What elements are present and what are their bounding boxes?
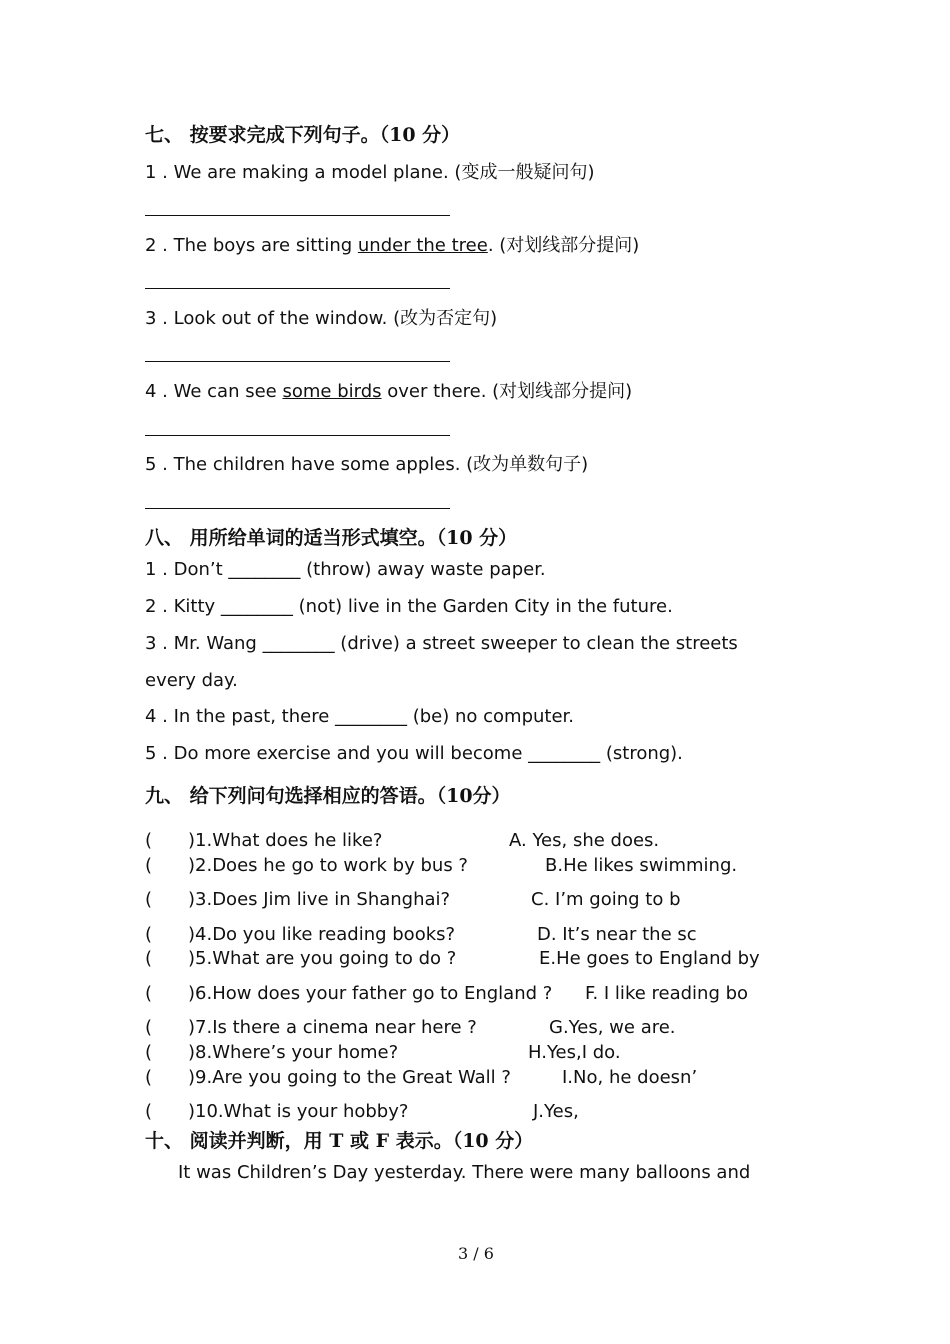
answer-line-2[interactable] bbox=[145, 288, 450, 289]
match-question: )7.Is there a cinema near here ? bbox=[188, 1017, 477, 1038]
match-answer: C. I’m going to b bbox=[531, 889, 681, 910]
item-instruction: . (对划线部分提问) bbox=[487, 235, 640, 256]
match-answer: B.He likes swimming. bbox=[545, 855, 738, 876]
match-answer: G.Yes, we are. bbox=[549, 1017, 676, 1038]
section7-item-1 bbox=[145, 158, 594, 184]
section7-heading: 七、 按要求完成下列句子。（10 分） bbox=[145, 124, 461, 146]
match-question: )3.Does Jim live in Shanghai? bbox=[188, 889, 451, 910]
section7-item-3 bbox=[145, 304, 497, 330]
reading-paragraph: It was Children’s Day yesterday. There were many balloons and bbox=[178, 1162, 751, 1183]
match-paren[interactable]: ( bbox=[145, 855, 153, 876]
section8-heading: 八、 用所给单词的适当形式填空。（10 分） bbox=[145, 527, 518, 549]
match-paren[interactable]: ( bbox=[145, 924, 153, 945]
underlined-phrase: some birds bbox=[282, 381, 382, 402]
section8-line-1: 1 . Don’t ________ (throw) away waste paper. bbox=[145, 559, 546, 580]
match-question: )6.How does your father go to England ? bbox=[188, 983, 553, 1004]
match-paren[interactable]: ( bbox=[145, 983, 153, 1004]
match-answer: F. I like reading bo bbox=[585, 983, 749, 1004]
match-paren[interactable]: ( bbox=[145, 1042, 153, 1063]
match-answer: H.Yes,I do. bbox=[528, 1042, 621, 1063]
section8-line-3: 3 . Mr. Wang ________ (drive) a street sweeper to clean the streets bbox=[145, 633, 738, 654]
section8-line-2: 2 . Kitty ________ (not) live in the Garden City in the future. bbox=[145, 596, 673, 617]
match-paren[interactable]: ( bbox=[145, 1101, 153, 1122]
section10-heading: 十、 阅读并判断，用 T 或 F 表示。（10 分） bbox=[145, 1130, 534, 1152]
section7-item-2 bbox=[145, 231, 639, 257]
item-text: 4 . We can see bbox=[145, 381, 283, 402]
match-paren[interactable]: ( bbox=[145, 1067, 153, 1088]
answer-line-5[interactable] bbox=[145, 508, 450, 509]
match-answer: E.He goes to England by bbox=[539, 948, 760, 969]
match-answer: A. Yes, she does. bbox=[509, 830, 660, 851]
match-question: )4.Do you like reading books? bbox=[188, 924, 456, 945]
answer-line-4[interactable] bbox=[145, 435, 450, 436]
page-number: 3 / 6 bbox=[458, 1244, 494, 1263]
section7-item-4 bbox=[145, 377, 632, 403]
match-paren[interactable]: ( bbox=[145, 889, 153, 910]
match-question: )10.What is your hobby? bbox=[188, 1101, 409, 1122]
match-paren[interactable]: ( bbox=[145, 1017, 153, 1038]
match-question: )2.Does he go to work by bus ? bbox=[188, 855, 468, 876]
match-question: )5.What are you going to do ? bbox=[188, 948, 457, 969]
item-text: 3 . Look out of the window. (改为否定句) bbox=[145, 308, 498, 329]
section8-line-5: 5 . Do more exercise and you will become ________ (strong). bbox=[145, 743, 683, 764]
section9-heading: 九、 给下列问句选择相应的答语。（10分） bbox=[145, 785, 511, 807]
item-text: 5 . The children have some apples. (改为单数句子) bbox=[145, 454, 589, 475]
underlined-phrase: under the tree bbox=[357, 235, 488, 256]
match-answer: J.Yes, bbox=[533, 1101, 579, 1122]
match-paren[interactable]: ( bbox=[145, 948, 153, 969]
match-question: )1.What does he like? bbox=[188, 830, 383, 851]
match-answer: I.No, he doesn’ bbox=[562, 1067, 698, 1088]
answer-line-1[interactable] bbox=[145, 215, 450, 216]
match-paren[interactable]: ( bbox=[145, 830, 153, 851]
section8-line-3-cont: every day. bbox=[145, 670, 238, 691]
answer-line-3[interactable] bbox=[145, 361, 450, 362]
item-text: 1 . We are making a model plane. (变成一般疑问句) bbox=[145, 162, 595, 183]
section7-item-5 bbox=[145, 450, 588, 476]
match-question: )9.Are you going to the Great Wall ? bbox=[188, 1067, 511, 1088]
item-instruction: over there. (对划线部分提问) bbox=[381, 381, 633, 402]
section8-line-4: 4 . In the past, there ________ (be) no computer. bbox=[145, 706, 575, 727]
match-answer: D. It’s near the sc bbox=[537, 924, 697, 945]
match-question: )8.Where’s your home? bbox=[188, 1042, 399, 1063]
item-text: 2 . The boys are sitting bbox=[145, 235, 358, 256]
